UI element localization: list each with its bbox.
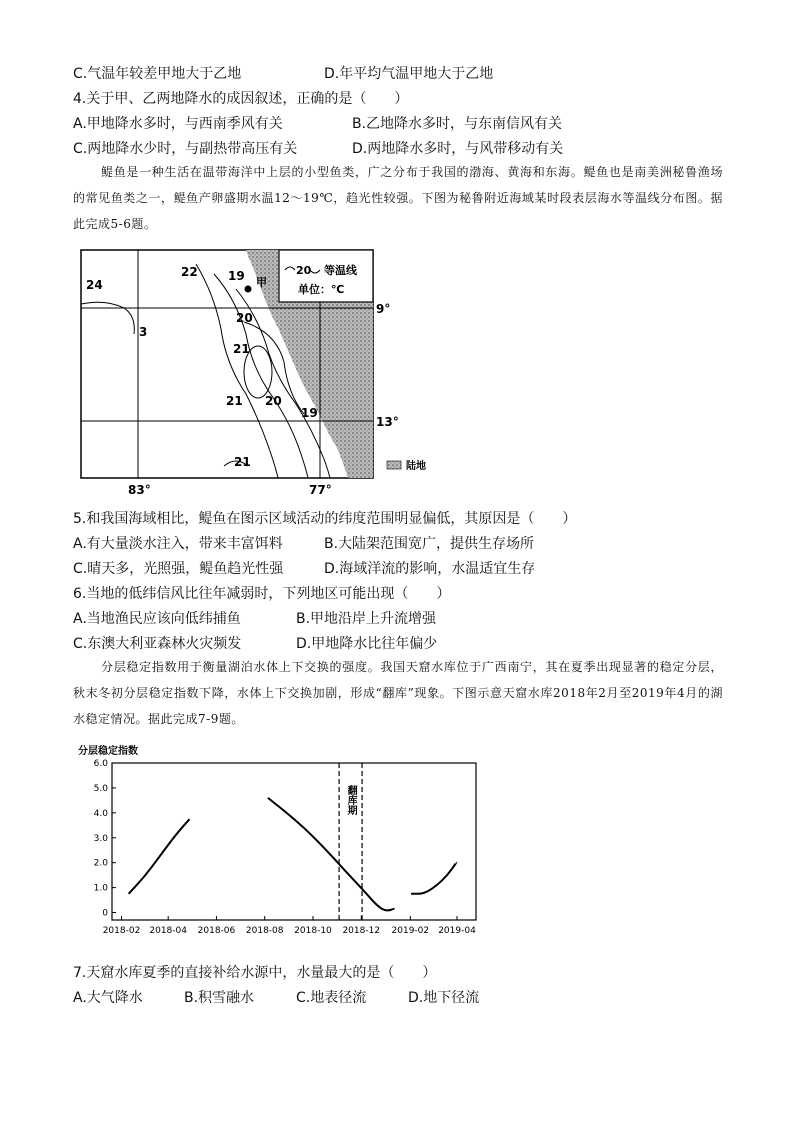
- option-q6-c: C.东澳大利亚森林火灾频发: [73, 636, 242, 652]
- point-jia-marker: [245, 286, 252, 293]
- legend-title: 等温线: [324, 264, 357, 277]
- iso-label-20b: 20: [265, 394, 282, 408]
- land-legend-swatch: [387, 461, 401, 469]
- option-q7-d: D.地下径流: [408, 990, 480, 1006]
- option-q4-b: B.乙地降水多时，与东南信风有关: [352, 116, 563, 132]
- option-q4-a: A.甲地降水多时，与西南季风有关: [73, 116, 283, 132]
- plot-frame: [112, 763, 476, 920]
- legend-unit: 单位：℃: [298, 283, 345, 296]
- option-q6-b: B.甲地沿岸上升流增强: [296, 611, 437, 627]
- iso-label-19a: 19: [228, 269, 245, 283]
- isotherm-map: [76, 244, 456, 500]
- stability-index-chart: [70, 740, 490, 940]
- chart-ylabel: 分层稳定指数: [78, 746, 138, 757]
- option-q6-d: D.甲地降水比往年偏少: [296, 636, 438, 652]
- y-tick-label: 3.0: [93, 833, 108, 844]
- option-q5-c: C.晴天多，光照强，鳀鱼趋光性强: [73, 561, 284, 577]
- option-q4-c: C.两地降水少时，与副热带高压有关: [73, 141, 298, 157]
- iso-label-24: 24: [86, 278, 103, 292]
- iso-label-21c: 21: [234, 455, 251, 469]
- option-q5-a: A.有大量淡水注入，带来丰富饵料: [73, 536, 283, 552]
- y-tick-label: 6.0: [93, 759, 108, 769]
- iso-label-19b: 19: [301, 406, 318, 420]
- option-q6-a: A.当地渔民应该向低纬捕鱼: [73, 611, 241, 627]
- iso-label-3: 3: [139, 325, 148, 339]
- option-q7-c: C.地表径流: [296, 990, 367, 1006]
- point-jia-label: 甲: [256, 276, 267, 289]
- passage-anchovy: 鳀鱼是一种生活在温带海洋中上层的小型鱼类，广之分布于我国的渤海、黄海和东海。鳀鱼也是南美洲秘鲁渔场的常见鱼类之一，鳀鱼产卵盛期水温12～19℃，趋光性较强。下图为秘鲁附近海域某时段表层海水等温线分布图。据此完成5-6题。: [73, 165, 723, 231]
- lat-label-9: 9°: [376, 302, 391, 316]
- legend-sample: 20: [296, 264, 312, 277]
- lon-label-77: 77°: [309, 483, 332, 497]
- x-tick-label: 2018-10: [294, 926, 332, 936]
- y-tick-label: 4.0: [93, 808, 108, 819]
- option-q5-b: B.大陆架范围宽广，提供生存场所: [324, 536, 535, 552]
- land-legend-label: 陆地: [406, 461, 426, 472]
- y-tick-label: 2.0: [93, 858, 108, 869]
- x-tick-label: 2018-06: [197, 926, 236, 936]
- x-tick-label: 2019-04: [438, 926, 476, 936]
- x-tick-label: 2018-12: [342, 926, 381, 936]
- option-q3-c: C.气温年较差甲地大于乙地: [73, 66, 242, 82]
- iso-label-20a: 20: [236, 311, 253, 325]
- x-tick-label: 2018-04: [149, 926, 187, 936]
- y-tick-label: 0: [102, 908, 108, 919]
- question-7: 7.天窟水库夏季的直接补给水源中，水量最大的是（ ）: [73, 965, 437, 981]
- lat-label-13: 13°: [376, 415, 399, 429]
- x-tick-label: 2019-02: [391, 926, 430, 936]
- question-5: 5.和我国海域相比，鳀鱼在图示区域活动的纬度范围明显偏低，其原因是（ ）: [73, 511, 577, 527]
- y-tick-label: 5.0: [93, 783, 108, 794]
- x-tick-label: 2018-08: [245, 926, 284, 936]
- option-q7-b: B.积雪融水: [184, 990, 255, 1006]
- question-4: 4.关于甲、乙两地降水的成因叙述，正确的是（ ）: [73, 91, 409, 107]
- overturn-label: 翻库期: [345, 785, 357, 815]
- iso-label-22: 22: [181, 265, 198, 279]
- lon-label-83: 83°: [128, 483, 151, 497]
- y-tick-label: 1.0: [93, 883, 108, 894]
- option-q4-d: D.两地降水多时，与风带移动有关: [352, 141, 564, 157]
- iso-label-21a: 21: [233, 342, 250, 356]
- iso-label-21b: 21: [226, 394, 243, 408]
- option-q3-d: D.年平均气温甲地大于乙地: [324, 66, 494, 82]
- x-tick-label: 2018-02: [102, 926, 141, 936]
- option-q7-a: A.大气降水: [73, 990, 143, 1006]
- passage-reservoir: 分层稳定指数用于衡量湖泊水体上下交换的强度。我国天窟水库位于广西南宁，其在夏季出现显著的稳定分层，秋末冬初分层稳定指数下降，水体上下交换加剧，形成“翻库”现象。下图示意天窟水库2018年2月至2019年4月的湖水稳定情况。据此完成7-9题。: [73, 660, 723, 726]
- option-q5-d: D.海域洋流的影响，水温适宜生存: [324, 561, 536, 577]
- question-6: 6.当地的低纬信风比往年减弱时，下列地区可能出现（ ）: [73, 586, 451, 602]
